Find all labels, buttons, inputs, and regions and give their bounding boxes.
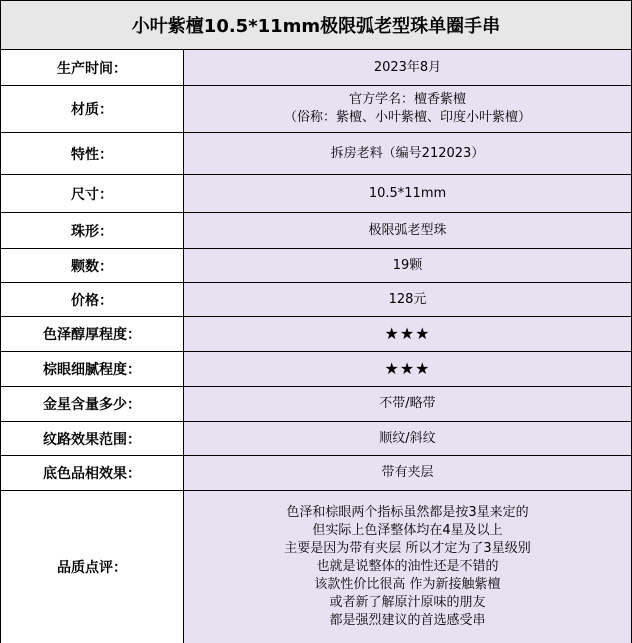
row-label: 底色品相效果： xyxy=(1,456,184,490)
row-value xyxy=(184,86,631,132)
row-color-richness xyxy=(1,317,631,352)
row-label: 特性： xyxy=(1,133,184,174)
value-line: 都是强烈建议的首选感受串 xyxy=(329,613,486,628)
value-line: 但实际上色泽整体均在4星及以上 xyxy=(312,523,503,538)
value-line: 顺纹/斜纹 xyxy=(379,430,436,446)
value-line: 2023年8月 xyxy=(373,59,442,75)
row-grain-fineness xyxy=(1,352,631,387)
row-label: 金星含量多少： xyxy=(1,387,184,421)
star-rating: ★★★ xyxy=(384,324,431,343)
row-label: 价格： xyxy=(1,283,184,316)
row-value xyxy=(184,456,631,490)
row-material xyxy=(1,86,631,133)
row-label: 品质点评： xyxy=(1,491,184,643)
value-line: 拆房老料（编号212023） xyxy=(330,145,485,161)
value-line: 极限弧老型珠 xyxy=(368,222,447,238)
value-line: （俗称：紫檀、小叶紫檀、印度小叶紫檀） xyxy=(283,110,531,125)
row-label: 材质： xyxy=(1,86,184,132)
row-label: 颗数： xyxy=(1,249,184,282)
value-line: 10.5*11mm xyxy=(368,185,447,201)
row-price xyxy=(1,283,631,317)
row-label: 色泽醇厚程度： xyxy=(1,317,184,351)
row-label: 纹路效果范围： xyxy=(1,422,184,455)
row-label: 珠形： xyxy=(1,213,184,248)
row-value xyxy=(184,50,631,85)
row-bead-shape xyxy=(1,213,631,249)
row-feature xyxy=(1,133,631,175)
row-gold-star-content xyxy=(1,387,631,422)
row-value xyxy=(184,387,631,421)
value-line: 该款性价比很高 作为新接触紫檀 xyxy=(314,577,501,592)
value-line: 128元 xyxy=(388,291,427,307)
row-bead-count xyxy=(1,249,631,283)
row-production-date xyxy=(1,50,631,86)
row-value xyxy=(184,249,631,282)
row-value xyxy=(184,317,631,351)
star-rating: ★★★ xyxy=(384,359,431,378)
value-line: 不带/略带 xyxy=(379,396,436,411)
row-value xyxy=(184,133,631,174)
value-line: 也就是说整体的油性还是不错的 xyxy=(316,559,499,574)
row-value xyxy=(184,283,631,316)
value-line: 19颗 xyxy=(392,257,423,273)
row-label: 尺寸： xyxy=(1,175,184,212)
value-line: 色泽和棕眼两个指标虽然都是按3星来定的 xyxy=(286,505,529,520)
row-value xyxy=(184,352,631,386)
row-value xyxy=(184,491,631,643)
table-title: 小叶紫檀10.5*11mm极限弧老型珠单圈手串 xyxy=(1,1,631,50)
row-size xyxy=(1,175,631,213)
row-value xyxy=(184,422,631,455)
value-line: 带有夹层 xyxy=(381,465,434,480)
row-label: 生产时间： xyxy=(1,50,184,85)
row-grain-pattern xyxy=(1,422,631,456)
row-value xyxy=(184,175,631,212)
row-value xyxy=(184,213,631,248)
row-label: 棕眼细腻程度： xyxy=(1,352,184,386)
value-line: 主要是因为带有夹层 所以才定为了3星级别 xyxy=(284,541,531,556)
row-base-color xyxy=(1,456,631,491)
row-quality-review xyxy=(1,491,631,643)
value-line: 或者新了解原汁原味的朋友 xyxy=(329,595,486,610)
value-line: 官方学名：檀香紫檀 xyxy=(348,92,466,107)
